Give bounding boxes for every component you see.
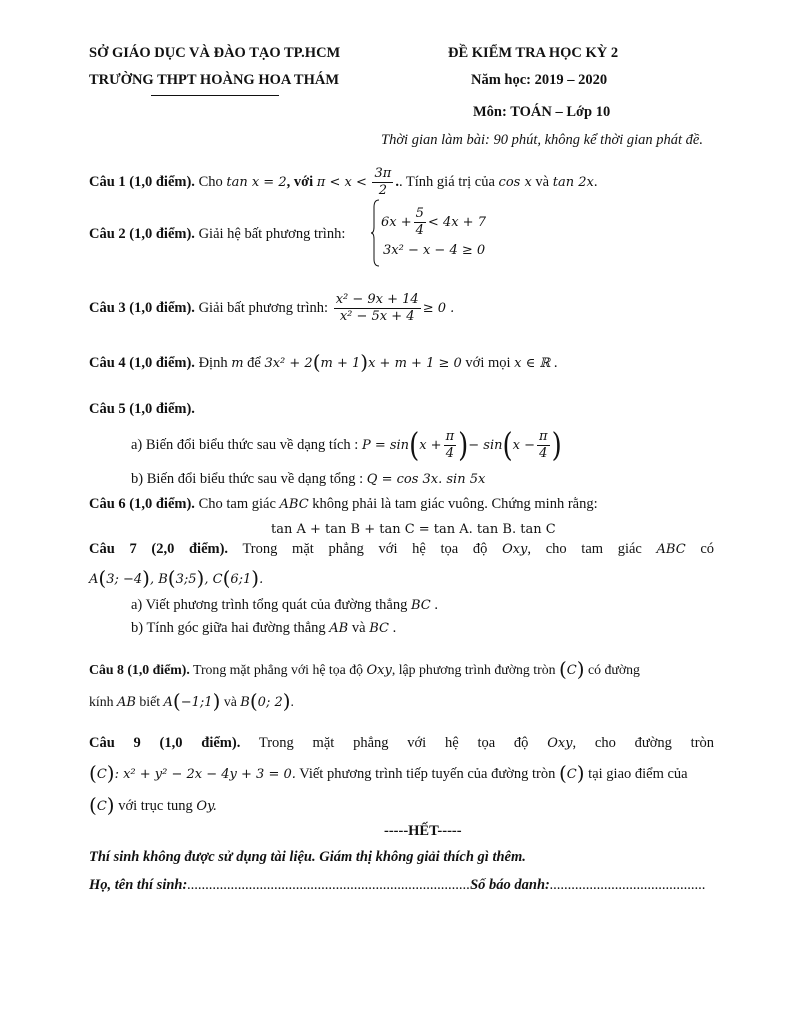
candidate-name-dots: .............................................................................. <box>187 877 471 893</box>
question-3-label: Câu 3 (1,0 điểm). <box>89 300 195 316</box>
question-5b: b) Biến đổi biểu thức sau về dạng tổng : Q = cos 3x. sin 5x <box>131 471 486 487</box>
exam-title: ĐỀ KIỂM TRA HỌC KỲ 2 <box>448 45 619 61</box>
system-brace <box>370 199 380 267</box>
question-4-label: Câu 4 (1,0 điểm). <box>89 355 195 371</box>
candidate-name-label: Họ, tên thí sinh: <box>89 877 188 893</box>
system-row-1: 6x + $\frac{5}{4}$ < 4x + 7 <box>381 206 486 238</box>
question-3: Câu 3 (1,0 điểm). Giải bất phương trình: $\frac{\text{x² − 9x + 14}}{\text{x² − 5x + 4}}$ ≥ 0 . <box>89 292 455 325</box>
question-6-formula: tan A + tan B + tan C = tan A. tan B. tan C <box>271 522 556 537</box>
question-7-label: Câu 7 (2,0 điểm). <box>89 541 229 557</box>
question-7-points: A(3; −4), B(3;5), C(6;1). <box>89 566 264 590</box>
school-underline <box>151 95 279 96</box>
question-8-line-2: kính AB biết A(−1;1) và B(0; 2). <box>89 689 294 713</box>
fraction-3pi-2: $\frac{3\pi}{2}$ <box>374 166 392 199</box>
question-9-line-2: (C): x² + y² − 2x − 4y + 3 = 0. Viết phương trình tiếp tuyến của đường tròn (C) tại giao điểm của <box>89 761 688 785</box>
candidate-number-label: Số báo danh: <box>470 877 550 893</box>
question-5-label: Câu 5 (1,0 điểm). <box>89 401 195 417</box>
question-2-label: Câu 2 (1,0 điểm). <box>89 226 195 242</box>
question-2: Câu 2 (1,0 điểm). Giải hệ bất phương trình: <box>89 226 346 242</box>
question-5a: a) Biến đổi biểu thức sau về dạng tích : P = sin(x + $\frac{\pi}{4}$ )− sin(x − $\frac{\pi}{4}$ ) <box>131 426 562 465</box>
question-1: Câu 1 (1,0 điểm). Cho tan x = 2, với π < x < $\frac{3\pi}{2}$ .. Tính giá trị của cos x và tan 2x. <box>89 166 598 199</box>
question-8-line-1: Câu 8 (1,0 điểm). Trong mặt phẳng với hệ tọa độ Oxy, lập phương trình đường tròn (C) có đường <box>89 657 640 681</box>
fraction-q3: $\frac{\text{x² − 9x + 14}}{\text{x² − 5x + 4}}$ <box>335 292 419 325</box>
question-1-label: Câu 1 (1,0 điểm). <box>89 174 195 190</box>
question-9-label: Câu 9 (1,0 điểm). <box>89 735 241 751</box>
question-4: Câu 4 (1,0 điểm). Định m để 3x² + 2(m + 1)x + m + 1 ≥ 0 với mọi x ∈ ℝ . <box>89 350 558 374</box>
candidate-info <box>89 877 706 894</box>
question-9-line-3: (C) với trục tung Oy. <box>89 793 217 817</box>
end-marker: -----HẾT----- <box>384 823 462 839</box>
question-7b: b) Tính góc giữa hai đường thẳng AB và BC . <box>131 620 397 636</box>
question-8-label: Câu 8 (1,0 điểm). <box>89 662 190 677</box>
question-7-line-1: Câu 7 (2,0 điểm). Trong mặt phẳng với hệ tọa độ Oxy, cho tam giác ABC có <box>89 541 715 557</box>
school-name: TRƯỜNG THPT HOÀNG HOA THÁM <box>89 72 340 88</box>
system-row-2: 3x² − x − 4 ≥ 0 <box>383 243 486 258</box>
school-year: Năm học: 2019 – 2020 <box>471 72 608 88</box>
candidate-number-dots: ........................................... <box>549 877 706 893</box>
time-note: Thời gian làm bài: 90 phút, không kể thời gian phát đề. <box>381 132 703 148</box>
question-6: Câu 6 (1,0 điểm). Cho tam giác ABC không phải là tam giác vuông. Chứng minh rằng: <box>89 496 598 512</box>
candidate-note: Thí sinh không được sử dụng tài liệu. Giám thị không giải thích gì thêm. <box>89 849 526 865</box>
question-7a: a) Viết phương trình tổng quát của đường thẳng BC . <box>131 597 438 613</box>
question-6-label: Câu 6 (1,0 điểm). <box>89 496 195 512</box>
department-name: SỞ GIÁO DỤC VÀ ĐÀO TẠO TP.HCM <box>89 45 341 61</box>
question-9-line-1: Câu 9 (1,0 điểm). Trong mặt phẳng với hệ tọa độ Oxy, cho đường tròn <box>89 735 715 751</box>
subject: Môn: TOÁN – Lớp 10 <box>473 104 611 120</box>
